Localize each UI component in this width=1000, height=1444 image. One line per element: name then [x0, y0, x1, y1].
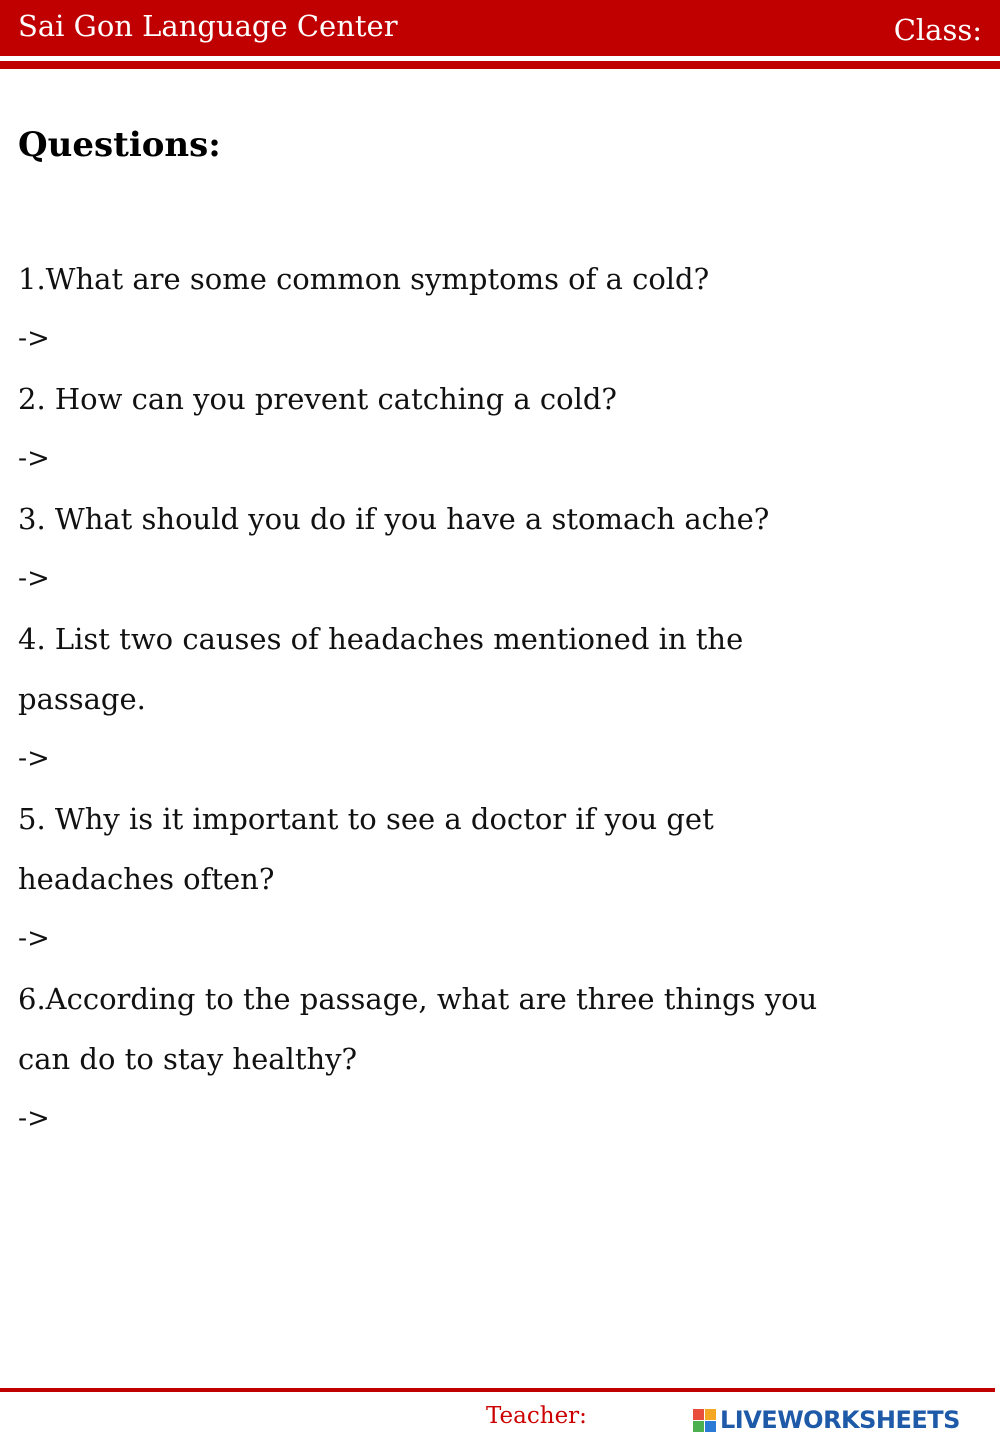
answer-prompt: ->: [18, 323, 50, 354]
footer-divider: [0, 1388, 995, 1392]
class-label: Class:: [893, 13, 982, 47]
question-text: 2. How can you prevent catching a cold?: [18, 382, 617, 416]
question-text: 1.What are some common symptoms of a cold?: [18, 262, 710, 296]
header-divider: [0, 61, 1000, 69]
question-item: [18, 609, 958, 789]
section-heading: Questions:: [18, 125, 221, 165]
logo-cell: [705, 1421, 716, 1432]
question-list: [18, 249, 958, 1149]
logo-cell: [693, 1409, 704, 1420]
question-item: [18, 489, 958, 609]
question-item: [18, 369, 958, 489]
question-text: 3. What should you do if you have a stomach ache?: [18, 502, 770, 536]
question-item: [18, 249, 958, 369]
question-item: [18, 789, 958, 969]
answer-prompt: ->: [18, 743, 50, 774]
answer-prompt: ->: [18, 923, 50, 954]
header-bar: [0, 0, 1000, 56]
answer-prompt: ->: [18, 563, 50, 594]
logo-cell: [693, 1421, 704, 1432]
question-item: [18, 969, 958, 1149]
liveworksheets-logo-icon: [693, 1409, 716, 1432]
question-text: 4. List two causes of headaches mentioned in the passage.: [18, 622, 744, 716]
liveworksheets-logo[interactable]: [693, 1403, 960, 1437]
answer-prompt: ->: [18, 1103, 50, 1134]
header-title: Sai Gon Language Center: [18, 9, 398, 43]
teacher-label: Teacher:: [486, 1403, 587, 1429]
question-text: 6.According to the passage, what are three things you can do to stay healthy?: [18, 982, 818, 1076]
logo-cell: [705, 1409, 716, 1420]
logo-text: LIVEWORKSHEETS: [720, 1406, 960, 1434]
question-text: 5. Why is it important to see a doctor if you get headaches often?: [18, 802, 714, 896]
answer-prompt: ->: [18, 443, 50, 474]
